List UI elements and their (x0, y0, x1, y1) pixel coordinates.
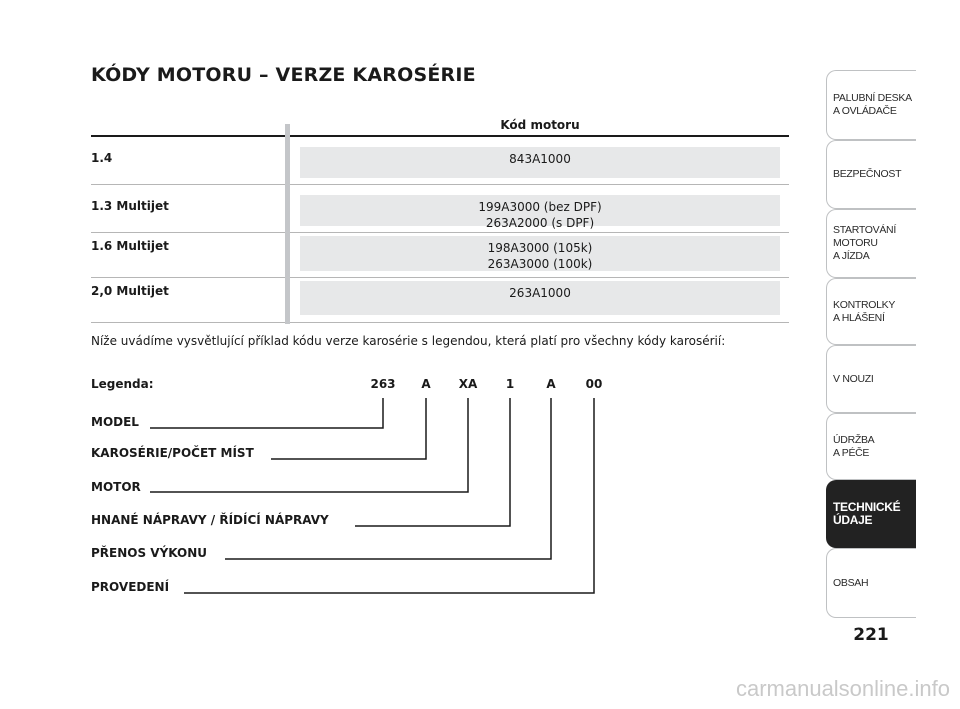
table-vertical-bar (285, 124, 290, 324)
engine-codes: 843A1000 (300, 147, 780, 178)
engine-name: 2,0 Multijet (91, 284, 169, 298)
connector-model (150, 398, 383, 428)
tab-dashboard-controls[interactable]: PALUBNÍ DESKA A OVLÁDAČE (826, 70, 916, 140)
tab-warning-lights[interactable]: KONTROLKY A HLÁŠENÍ (826, 278, 916, 345)
engine-name: 1.6 Multijet (91, 239, 169, 253)
code-part-axles: 1 (505, 377, 515, 391)
code-part-transmission: A (546, 377, 556, 391)
code-part-body: A (421, 377, 431, 391)
tab-technical-data[interactable]: TECHNICKÉ ÚDAJE (826, 480, 916, 548)
legend-field-model: MODEL (91, 415, 139, 429)
legend-label: Legenda: (91, 377, 154, 391)
connector-transmission (225, 398, 551, 559)
tab-maintenance[interactable]: ÚDRŽBA A PÉČE (826, 413, 916, 480)
engine-name: 1.4 (91, 151, 113, 165)
page-title: KÓDY MOTORU – VERZE KAROSÉRIE (91, 64, 476, 86)
connector-axles (355, 398, 510, 526)
legend-field-body: KAROSÉRIE/POČET MÍST (91, 446, 254, 460)
connector-body (271, 398, 426, 459)
table-row (91, 137, 789, 185)
tab-emergency[interactable]: V NOUZI (826, 345, 916, 413)
tab-contents[interactable]: OBSAH (826, 548, 916, 618)
table-row (91, 233, 789, 278)
connector-engine (150, 398, 468, 492)
page-number: 221 (853, 625, 889, 645)
table-row (91, 185, 789, 233)
row-divider (91, 322, 789, 323)
code-part-engine: XA (458, 377, 478, 391)
intro-text: Níže uvádíme vysvětlující příklad kódu verze karosérie s legendou, která platí pro všechny kódy karosérií: (91, 334, 726, 348)
tab-starting-driving[interactable]: STARTOVÁNÍ MOTORU A JÍZDA (826, 209, 916, 278)
table-row (91, 278, 789, 323)
code-part-model: 263 (370, 377, 396, 391)
legend-field-axles: HNANÉ NÁPRAVY / ŘÍDÍCÍ NÁPRAVY (91, 513, 329, 527)
legend-field-engine: MOTOR (91, 480, 141, 494)
legend-field-version: PROVEDENÍ (91, 580, 170, 594)
engine-codes: 263A1000 (300, 281, 780, 315)
code-part-version: 00 (585, 377, 603, 391)
legend-field-transmission: PŘENOS VÝKONU (91, 546, 208, 560)
tab-safety[interactable]: BEZPEČNOST (826, 140, 916, 209)
connector-version (184, 398, 594, 593)
engine-name: 1.3 Multijet (91, 199, 169, 213)
engine-codes: 198A3000 (105k) 263A3000 (100k) (300, 236, 780, 271)
engine-code-column-header: Kód motoru (500, 118, 580, 132)
watermark: carmanualsonline.info (735, 676, 950, 701)
engine-codes: 199A3000 (bez DPF) 263A2000 (s DPF) (300, 195, 780, 226)
